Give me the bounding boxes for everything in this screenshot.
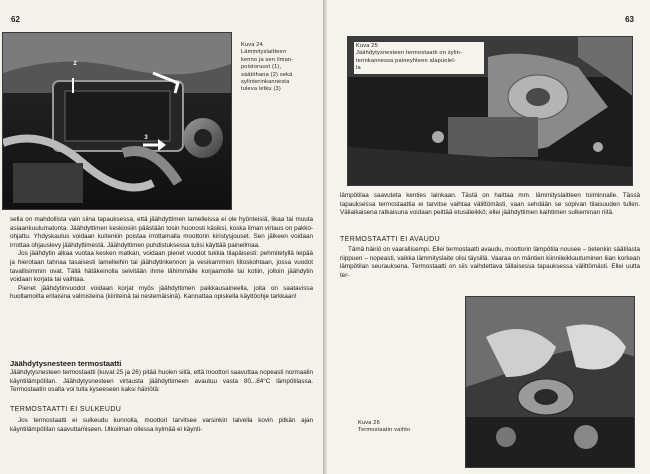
figure-25-photo	[347, 36, 633, 186]
figure-24-caption	[241, 42, 319, 94]
paragraph: Jos jäähdytin alkaa vuotaa kesken matkan, voidaan pienet vuodot tukkia tilapäisesti: pehmitetyllä leipää ja hierotaan tahnaa tasaisesti lamelleihin tai jäähdytinkennon ja vesikammion liitoskohtaan, jossa vuodot tavallisimmin ovat. Tällä hätäkeinolla selvitään ihme lähimmälle korjaamolle tai kotiin, jolloin jäähdytin voidaan korjata tai vaihtaa.	[10, 250, 313, 284]
subheading: TERMOSTAATTI EI AVAUDU	[340, 236, 441, 243]
body-text-left	[10, 216, 313, 302]
figure-26-photo	[465, 296, 635, 468]
caption-line: la	[356, 65, 361, 72]
paragraph: Tämä häiriö on vaarallisempi. Ellei termostaatti avaudu, moottorin lämpötila nousee – tietenkin säätilasta riippuen – nopeasti, vaikka lämmityslaite olisi täysillä. Vaaraa on mäntien kiinnileikkautuminen liian korkean lämpötilan seurauksena. Termostaatti on siis vaihdettava tällaisessa tapauksessa välittömästi. Ellei uutta ter-	[340, 246, 640, 279]
paragraph: sella on mahdollista vain siina tapauksessa, että jäähdyttimen lamelleissa ei ole hyönteisiä, likaa tai muuta asiaankuulumatonta. Jäähdyttimen keskiosiin päästään tosin huonosti käsiksi, koska ilman virtaus on pakko-ohjattu. Yhdyskaulus voidaan kuitenkin poistaa irrottamalla moottorin kiristysjouset. Sen jälkeen voidaan irrottaa ohjauslevy jäähdyttimestä. Jäähdyttimen puhdistuksessa tulisi käyttää paineilmaa.	[10, 216, 313, 249]
caption-line: Kuva 26	[358, 420, 380, 426]
caption-line: kenno ja sen ilman-	[241, 56, 294, 63]
section-text	[10, 369, 313, 395]
sub-text	[10, 417, 313, 434]
page-number: 62	[11, 15, 20, 24]
caption-line: sylinterinkannesta	[241, 79, 290, 86]
right-page	[327, 0, 650, 474]
marker-1: 1	[174, 83, 178, 89]
page-number: 63	[625, 15, 634, 24]
paragraph: Pienet jäähdytinvuodot voidaan korjat myös jäähdyttimen paikkausaineella, joita on saatavissa huoltamoilta erilaisina valmisteina (kiinteinä tai nestemäisinä). Kannattaa opiskella käyttöohje tarkkaan!	[10, 284, 313, 301]
paragraph: Jos termostaatti ei sulkeudu kunnolla, moottori tarvitsee varsinkin talvella kovin pitkän ajan käyntilämpötilan saavuttamiseen. Ulkoilman ollessa kylmää ei käynti-	[10, 417, 313, 433]
caption-line: terinkannessa paineyhteen alapuolel-	[356, 57, 456, 64]
left-page	[0, 0, 323, 474]
figure-26-caption	[358, 420, 458, 435]
caption-line: poistoruuvi (1),	[241, 64, 282, 71]
body-text-right-bottom	[340, 246, 640, 280]
caption-line: tuleva letku (3)	[241, 86, 281, 93]
figure-25-caption	[354, 42, 484, 74]
caption-line: Jäähdytysnesteen termostaatti on sylin-	[356, 50, 463, 57]
engine-bay-photo	[3, 33, 232, 210]
caption-line: Lämmityslaitteen	[241, 49, 287, 56]
caption-line: Kuva 24	[241, 42, 263, 48]
subheading: TERMOSTAATTI EI SULKEUDU	[10, 406, 122, 413]
paragraph: lämpötilaa saavuteta kenties lainkaan. Tästä on haittaa mm. lämmityslaitteen toiminnalle. Tässä tapauksessa termostaattia ei tarvitse vaihtaa välittömästi, vaan sehdään se sopivan tilaisuuden tullen. Väliaikaisena ratkaisuna voidaan peittää etusäleikkö, ellei jäähdyttimen kaihtimen sulkeminan riitä.	[340, 192, 640, 217]
caption-line: Kuva 25	[356, 43, 378, 49]
body-text-right-top	[340, 192, 640, 218]
section-heading: Jäähdytysnesteen termostaatti	[10, 359, 122, 368]
figure-24-photo	[2, 32, 232, 210]
caption-line: säätöhana (2) sekä	[241, 71, 293, 78]
thermostat-replacement-photo	[466, 297, 635, 468]
paragraph: Jäähdytysnesteen termostaatti (kuvat 25 ja 26) pitää huolen siitä, että moottori saavuttaa nopeasti normaalin käyntilämpötilan. Jäähdytysnesteen virtausta jäähdyttimeen avautuu vasta 80...84°C lämpötilassa. Termostaatin osalta voi tulla kyseeseen kaksi häiriötä:	[10, 369, 313, 394]
caption-line: Termostaatin vaihto	[358, 427, 411, 434]
marker-3: 3	[144, 135, 148, 141]
marker-2: 2	[73, 61, 77, 67]
